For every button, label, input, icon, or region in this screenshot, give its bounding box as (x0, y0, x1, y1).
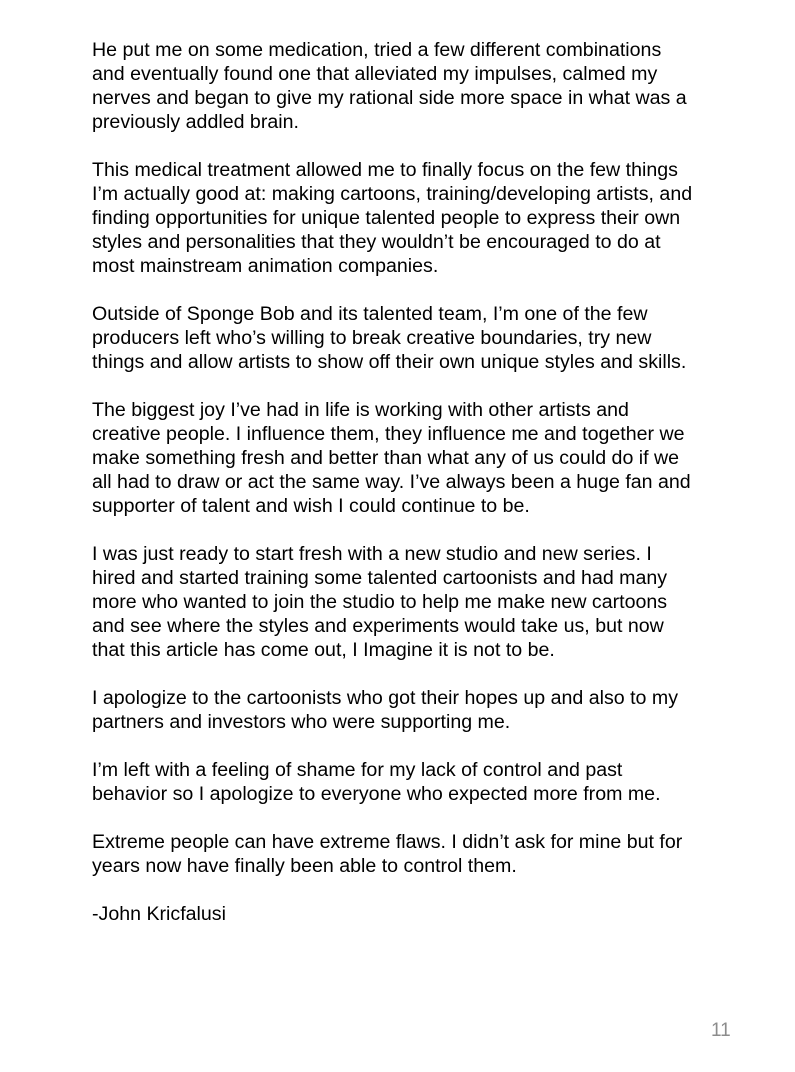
text-line: behavior so I apologize to everyone who expected more from me. (92, 783, 661, 805)
text-line: and eventually found one that alleviated my impulses, calmed my (92, 63, 658, 85)
text-line: years now have finally been able to control them. (92, 855, 517, 877)
text-line: He put me on some medication, tried a few different combinations (92, 39, 662, 61)
text-line: I apologize to the cartoonists who got their hopes up and also to my (92, 687, 678, 709)
paragraph (92, 38, 692, 134)
text-line: previously addled brain. (92, 111, 299, 133)
text-line: producers left who’s willing to break creative boundaries, try new (92, 327, 652, 349)
text-line: Extreme people can have extreme flaws. I didn’t ask for mine but for (92, 831, 683, 853)
paragraph (92, 686, 692, 734)
text-line: I’m actually good at: making cartoons, training/developing artists, and (92, 183, 693, 205)
paragraph (92, 542, 692, 662)
text-line: and see where the styles and experiments would take us, but now (92, 615, 664, 637)
text-line: supporter of talent and wish I could continue to be. (92, 495, 530, 517)
text-line: I was just ready to start fresh with a new studio and new series. I (92, 543, 652, 565)
text-line: most mainstream animation companies. (92, 255, 439, 277)
text-line: The biggest joy I’ve had in life is working with other artists and (92, 399, 629, 421)
text-line: hired and started training some talented cartoonists and had many (92, 567, 668, 589)
text-line: nerves and began to give my rational side more space in what was a (92, 87, 687, 109)
paragraph (92, 158, 692, 278)
paragraph (92, 302, 692, 374)
text-line: styles and personalities that they wouldn’t be encouraged to do at (92, 231, 661, 253)
page-number: 11 (711, 1020, 731, 1041)
paragraph (92, 758, 692, 806)
text-line: -John Kricfalusi (92, 903, 226, 925)
text-line: all had to draw or act the same way. I’ve always been a huge fan and (92, 471, 691, 493)
text-line: finding opportunities for unique talented people to express their own (92, 207, 681, 229)
text-line: This medical treatment allowed me to finally focus on the few things (92, 159, 678, 181)
text-line: make something fresh and better than what any of us could do if we (92, 447, 680, 469)
text-line: I’m left with a feeling of shame for my lack of control and past (92, 759, 623, 781)
text-line: things and allow artists to show off their own unique styles and skills. (92, 351, 687, 373)
paragraph (92, 398, 692, 518)
signature (92, 902, 692, 926)
text-line: more who wanted to join the studio to help me make new cartoons (92, 591, 668, 613)
paragraph (92, 830, 692, 878)
text-line: that this article has come out, I Imagine it is not to be. (92, 639, 555, 661)
text-line: Outside of Sponge Bob and its talented team, I’m one of the few (92, 303, 648, 325)
document-body (92, 38, 692, 950)
text-line: creative people. I influence them, they influence me and together we (92, 423, 685, 445)
text-line: partners and investors who were supporting me. (92, 711, 511, 733)
